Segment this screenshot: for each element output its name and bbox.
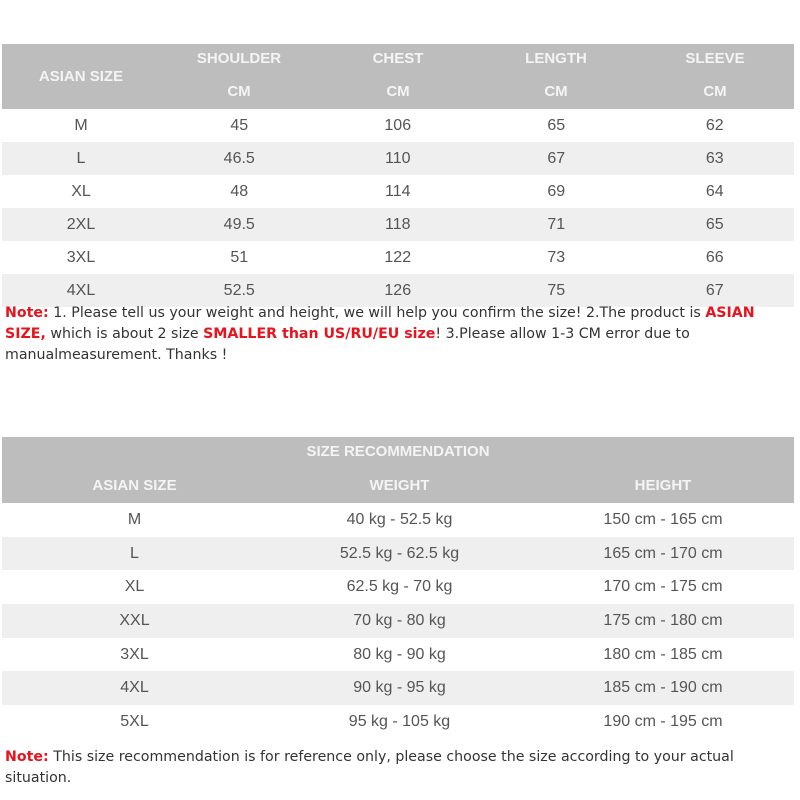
cell-size: L — [130, 544, 139, 562]
cell-height: 165 cm - 170 cm — [603, 544, 723, 562]
note-text: 1. Please tell us your weight and height, we will help you confirm the size! 2.The product is — [48, 305, 706, 321]
size-recommendation-table — [2, 437, 794, 739]
table-row — [2, 671, 794, 705]
cell-sleeve: 62 — [705, 116, 724, 134]
cell-height: 190 cm - 195 cm — [603, 712, 723, 730]
table-row — [2, 503, 794, 537]
cell-shoulder: 51 — [230, 248, 249, 266]
cell-weight: 80 kg - 90 kg — [353, 645, 446, 663]
cell-shoulder: 45 — [230, 116, 249, 134]
table-row — [2, 109, 794, 142]
table-row — [2, 705, 794, 739]
cell-length: 67 — [547, 149, 566, 167]
cell-height: 170 cm - 175 cm — [603, 578, 723, 596]
cell-length: 75 — [547, 281, 566, 299]
cell-size: XXL — [119, 611, 150, 629]
cell-chest: 110 — [384, 149, 411, 167]
table-row — [2, 570, 794, 604]
cell-sleeve: 66 — [705, 248, 724, 266]
cell-sleeve: 64 — [705, 182, 724, 200]
cell-size: 3XL — [120, 645, 149, 663]
cell-size: 2XL — [66, 215, 96, 233]
smaller-size-highlight: SMALLER than US/RU/EU size — [203, 326, 436, 342]
size-note — [5, 303, 795, 366]
header-weight: WEIGHT — [369, 477, 430, 494]
note-label: Note: — [5, 749, 49, 765]
header-asian-size: ASIAN SIZE — [38, 68, 124, 85]
header-shoulder: SHOULDER CM — [196, 50, 282, 100]
table-row — [2, 175, 794, 208]
header-chest: CHEST CM — [372, 50, 424, 100]
cell-size: XL — [71, 182, 91, 200]
cell-weight: 90 kg - 95 kg — [353, 679, 446, 697]
header-height: HEIGHT — [634, 477, 692, 494]
header-asian-size: ASIAN SIZE — [92, 477, 177, 494]
cell-shoulder: 52.5 — [223, 281, 255, 299]
note-text: ! 3.Please allow 1-3 CM error due to manualmeasurement. Thanks ! — [5, 326, 690, 363]
cell-weight: 70 kg - 80 kg — [353, 611, 446, 629]
table-row — [2, 638, 794, 672]
table-row — [2, 241, 794, 274]
cell-chest: 126 — [384, 281, 412, 299]
cell-length: 69 — [547, 182, 566, 200]
measurement-table-header — [2, 44, 794, 109]
cell-height: 150 cm - 165 cm — [603, 510, 723, 528]
note-text: This size recommendation is for reference only, please choose the size according to your actual situation. — [5, 749, 734, 786]
cell-weight: 52.5 kg - 62.5 kg — [339, 544, 460, 562]
cell-chest: 106 — [384, 116, 412, 134]
header-length: LENGTH CM — [525, 50, 587, 100]
cell-weight: 40 kg - 52.5 kg — [346, 510, 453, 528]
recommendation-table-header — [2, 437, 794, 503]
measurement-table — [2, 44, 794, 307]
table-row — [2, 537, 794, 571]
cell-sleeve: 63 — [705, 149, 724, 167]
cell-chest: 122 — [384, 248, 412, 266]
cell-length: 73 — [547, 248, 566, 266]
note-text: which is about 2 size — [45, 326, 204, 342]
cell-chest: 114 — [384, 182, 411, 200]
table-row — [2, 604, 794, 638]
cell-height: 185 cm - 190 cm — [603, 679, 723, 697]
cell-chest: 118 — [384, 215, 411, 233]
cell-weight: 95 kg - 105 kg — [348, 712, 451, 730]
cell-size: 5XL — [120, 712, 149, 730]
cell-length: 65 — [547, 116, 566, 134]
cell-weight: 62.5 kg - 70 kg — [346, 578, 453, 596]
cell-shoulder: 46.5 — [223, 149, 255, 167]
note-label: Note: — [5, 305, 49, 321]
cell-size: 3XL — [66, 248, 96, 266]
recommendation-note — [5, 747, 765, 789]
cell-size: M — [127, 510, 142, 528]
cell-sleeve: 65 — [705, 215, 724, 233]
cell-size: L — [76, 149, 86, 167]
cell-size: 4XL — [66, 281, 96, 299]
header-sleeve: SLEEVE CM — [685, 50, 745, 100]
cell-size: XL — [124, 578, 145, 596]
cell-shoulder: 49.5 — [223, 215, 255, 233]
recommendation-title: SIZE RECOMMENDATION — [306, 443, 490, 460]
table-row — [2, 208, 794, 241]
cell-size: M — [74, 116, 88, 134]
cell-sleeve: 67 — [705, 281, 724, 299]
cell-height: 175 cm - 180 cm — [603, 611, 723, 629]
cell-shoulder: 48 — [230, 182, 249, 200]
table-row — [2, 142, 794, 175]
cell-size: 4XL — [120, 679, 149, 697]
cell-height: 180 cm - 185 cm — [603, 645, 723, 663]
cell-length: 71 — [547, 215, 566, 233]
asian-size-highlight: ASIAN SIZE, — [5, 305, 755, 342]
